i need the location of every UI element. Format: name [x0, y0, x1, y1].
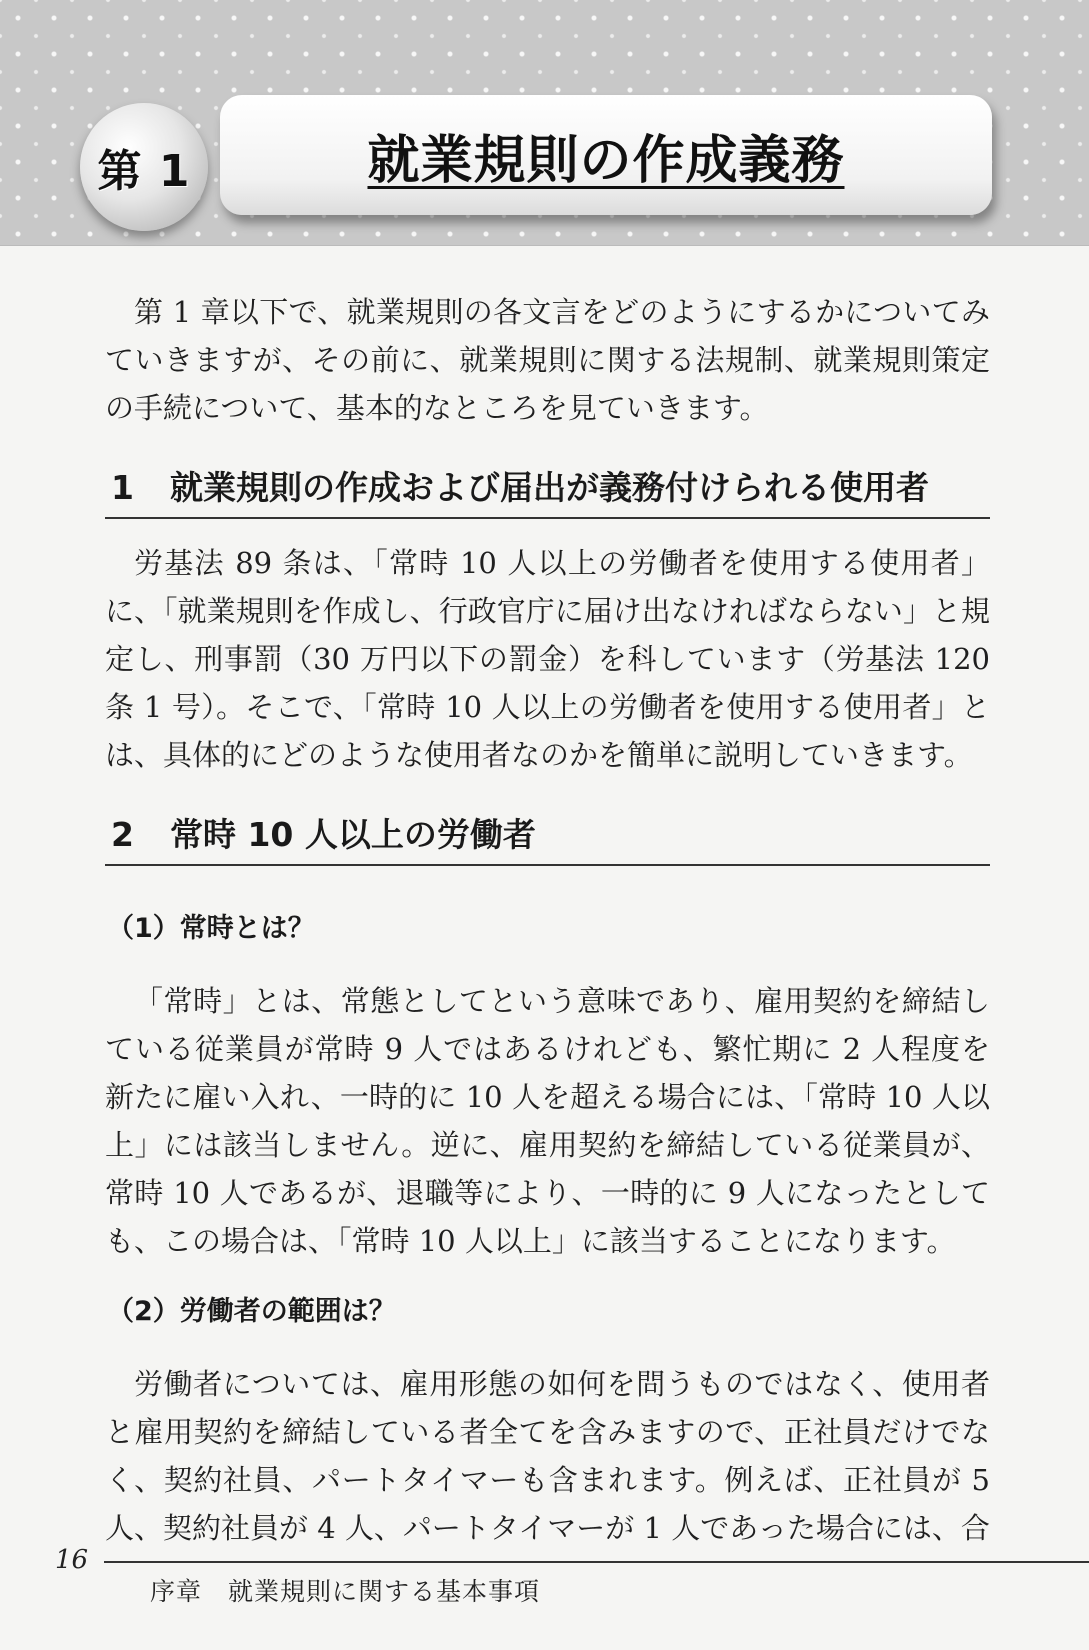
header-band: [0, 0, 1089, 246]
intro-paragraph: 第 1 章以下で、就業規則の各文言をどのようにするかについてみていきますが、その前に、就業規則に関する法規制、就業規則策定の手続について、基本的なところを見ていきます。: [105, 295, 990, 425]
subsection1-paragraph: 「常時」とは、常態としてという意味であり、雇用契約を締結している従業員が常時 9 人ではあるけれども、繁忙期に 2 人程度を新たに雇い入れ、一時的に 10 人を超える場合には、「常時 10 人以上」には該当しません。逆に、雇用契約を締結している従業員が、常時 10 人であるが、退職等により、一時的に 9 人になったとしても、この場合は、「常時 10 人以上」に該当することになります。: [105, 984, 990, 1258]
section-heading-1: [105, 462, 990, 519]
running-title: 序章 就業規則に関する基本事項: [150, 1577, 541, 1606]
page-title: 就業規則の作成義務: [367, 130, 845, 191]
subsection-heading-2: （2）労働者の範囲は？: [107, 1296, 396, 1327]
subsection-heading-1: （1）常時とは？: [107, 913, 315, 944]
section1-paragraph: 労基法 89 条は、「常時 10 人以上の労働者を使用する使用者」に、「就業規則を作成し、行政官庁に届け出なければならない」と規定し、刑事罰（30 万円以下の罰金）を科しています（労基法 120 条 1 号）。そこで、「常時 10 人以上の労働者を使用する使用者」とは、具体的にどのような使用者なのかを簡単に説明していきます。: [105, 546, 990, 772]
page-number: 16: [55, 1545, 89, 1575]
title-box: [220, 95, 992, 215]
section-title-2: 常時 10 人以上の労働者: [169, 815, 536, 854]
footer-rule: [104, 1561, 1089, 1563]
section-title-1: 就業規則の作成および届出が義務付けられる使用者: [169, 468, 929, 507]
section-number-2: 2: [111, 815, 134, 854]
subsection2-paragraph: 労働者については、雇用形態の如何を問うものではなく、使用者と雇用契約を締結している者全てを含みますので、正社員だけでなく、契約社員、パートタイマーも含まれます。例えば、正社員が 5 人、契約社員が 4 人、パートタイマーが 1 人であった場合には、合: [105, 1367, 990, 1545]
section-number-1: 1: [111, 468, 134, 507]
main-content: [105, 288, 990, 1552]
chapter-badge: [80, 103, 208, 231]
section-heading-2: [105, 809, 990, 866]
chapter-label: 第 1: [97, 146, 191, 197]
